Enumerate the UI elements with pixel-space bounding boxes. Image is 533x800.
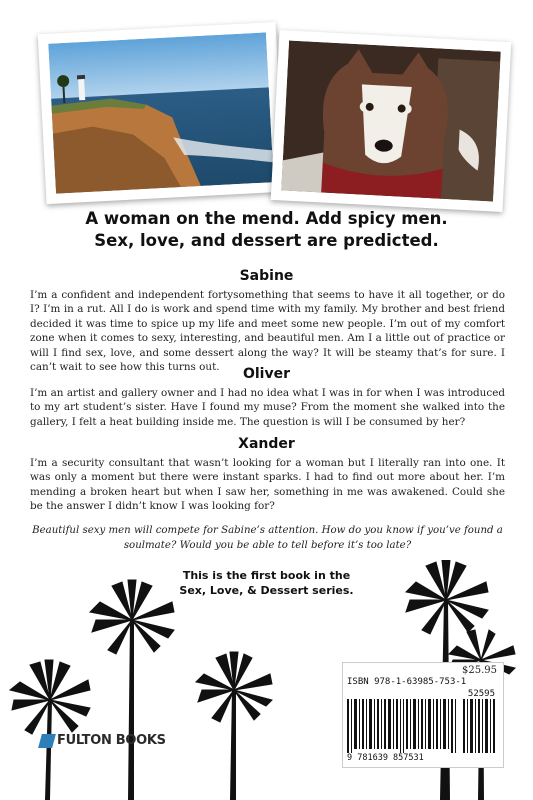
coastal-photo-frame — [38, 22, 285, 204]
isbn-label: ISBN 978-1-63985-753-1 — [347, 677, 467, 687]
series-note-line-1: This is the first book in the — [182, 569, 351, 582]
lighthouse-photo — [48, 32, 274, 193]
barcode-box — [342, 662, 504, 768]
tagline — [0, 208, 533, 252]
teaser-text: Beautiful sexy men will compete for Sabine’s attention. How do you know if you’ve found a soulmate? Would you be able to tell before it’s too late? — [32, 525, 503, 551]
tagline-line-2: Sex, love, and dessert are predicted. — [94, 231, 439, 250]
publisher-logo — [40, 733, 166, 748]
ean-label: 9 781639 857531 — [347, 753, 424, 763]
tagline-line-1: A woman on the mend. Add spicy men. — [85, 209, 448, 228]
dog-photo-frame — [271, 30, 512, 212]
husky-dog-photo — [281, 41, 501, 202]
character-name-xander: Xander — [238, 436, 295, 452]
character-text-xander: I’m a security consultant that wasn’t looking for a woman but I literally ran into one. It was only a moment but there were instant sparks. I had to find out more about her. I’m mending a broken heart but when I saw her, something in me was awakened. Could she be the answer I didn’t know I was looking for? — [30, 457, 505, 513]
character-name-oliver: Oliver — [242, 366, 291, 382]
barcode-bars — [347, 699, 459, 753]
publisher-logo-icon — [38, 734, 56, 748]
series-note-line-2: Sex, Love, & Dessert series. — [179, 584, 354, 597]
publisher-logo-text: FULTON BOOKS — [57, 733, 166, 748]
price-code-label: 52595 — [467, 689, 495, 699]
character-text-sabine: I’m a confident and independent fortysomething that seems to have it all together, or do I? I’m in a rut. All I do is work and spend time with my family. My brother and best friend decided it was time to spice up my life and meet some new people. I’m out of my comfort zone when it comes to sexy, interesting, and beautiful men. Am I a little out of practice or will I find sex, love, and some dessert along the way? It will be steamy that’s for sure. I can’t wait to see how this turns out. — [30, 289, 505, 374]
price-barcode-bars — [463, 699, 497, 753]
character-text-oliver: I’m an artist and gallery owner and I had no idea what I was in for when I was introduced to my art student’s sister. Have I found my muse? From the moment she walked into the gallery, I felt a heat building inside me. The question is will I be consumed by her? — [30, 387, 505, 428]
price-label: $25.95 — [462, 665, 497, 676]
character-name-sabine: Sabine — [239, 268, 294, 284]
